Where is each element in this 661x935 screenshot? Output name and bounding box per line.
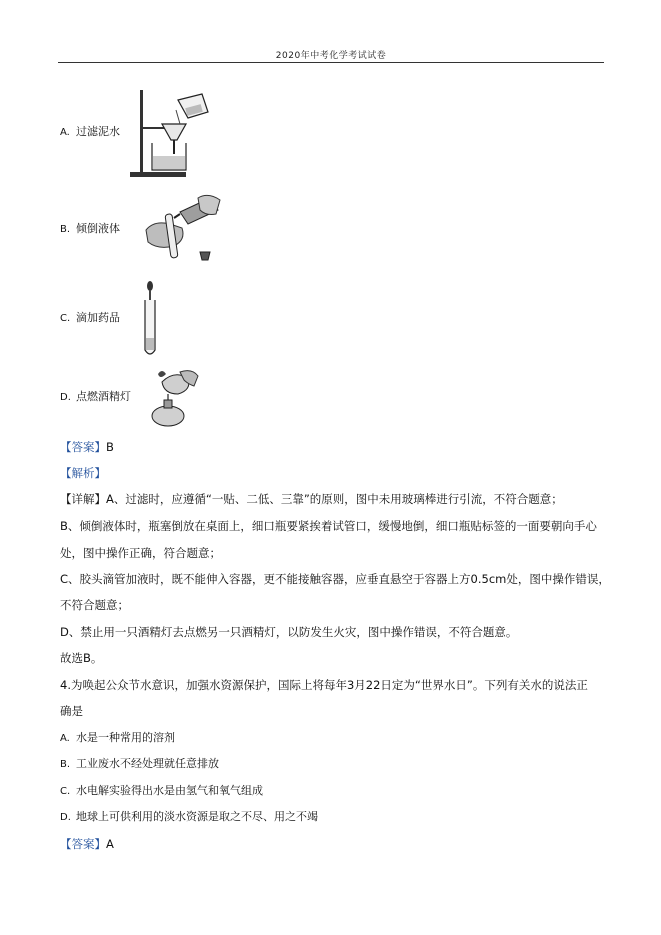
option-d-text: 点燃酒精灯 [76, 390, 131, 403]
detail-line-2: B、倾倒液体时，瓶塞倒放在桌面上，细口瓶要紧挨着试管口，缓慢地倒，细口瓶贴标签的一面要朝向手心 [60, 519, 597, 533]
option-c [60, 311, 120, 326]
detail-text-1: A、过滤时，应遵循“一贴、二低、三靠”的原则，图中未用玻璃棒进行引流，不符合题意； [106, 492, 563, 506]
option-d-letter: D. [60, 392, 71, 403]
pouring-liquid-figure [140, 190, 230, 266]
q4-option-c-text: 水电解实验得出水是由氢气和氧气组成 [76, 784, 263, 797]
q4-option-b [60, 757, 219, 772]
option-b-text: 倾倒液体 [76, 222, 120, 235]
detail-line-1 [60, 491, 563, 507]
option-d [60, 390, 131, 405]
detail-label: 【详解】 [60, 492, 106, 506]
answer-q3 [60, 439, 114, 455]
option-a [60, 125, 120, 140]
answer-q4 [60, 836, 114, 852]
dropper-test-tube-figure [138, 280, 168, 360]
q4-option-c-letter: C. [60, 786, 71, 797]
detail-line-5: 不符合题意； [60, 598, 129, 612]
answer-label: 【答案】 [60, 440, 106, 454]
header-divider [58, 62, 604, 63]
filtration-apparatus-figure [128, 88, 228, 180]
q4-option-d-text: 地球上可供利用的淡水资源是取之不尽、用之不竭 [76, 810, 318, 823]
analysis-label: 【解析】 [60, 466, 106, 480]
q4-option-d [60, 810, 318, 825]
option-c-text: 滴加药品 [76, 311, 120, 324]
option-a-letter: A. [60, 127, 70, 138]
answer-q4-label: 【答案】 [60, 837, 106, 851]
answer-q4-value: A [106, 837, 114, 851]
option-b-letter: B. [60, 224, 71, 235]
alcohol-lamp-figure [144, 366, 204, 430]
q4-stem-line-1: 4.为唤起公众节水意识，加强水资源保护，国际上将每年3月22日定为“世界水日”。下列有关水的说法正 [60, 678, 588, 692]
q4-option-b-letter: B. [60, 759, 71, 770]
detail-conclusion: 故选B。 [60, 651, 103, 665]
q4-option-c [60, 784, 263, 799]
q4-stem-line-2: 确是 [60, 704, 83, 718]
answer-value: B [106, 440, 114, 454]
option-c-letter: C. [60, 313, 71, 324]
detail-line-4: C、胶头滴管加液时，既不能伸入容器，更不能接触容器，应垂直悬空于容器上方0.5cm处，图中操作错误， [60, 572, 610, 586]
q4-option-d-letter: D. [60, 812, 71, 823]
page-header: 2020年中考化学考试试卷 [275, 51, 387, 61]
q4-option-a-text: 水是一种常用的溶剂 [76, 731, 175, 744]
detail-line-3: 处，图中操作正确，符合题意； [60, 546, 221, 560]
option-a-text: 过滤泥水 [76, 125, 120, 138]
q4-option-b-text: 工业废水不经处理就任意排放 [76, 757, 219, 770]
detail-line-6: D、禁止用一只酒精灯去点燃另一只酒精灯，以防发生火灾，图中操作错误，不符合题意。 [60, 625, 518, 639]
q4-option-a [60, 731, 175, 746]
option-b [60, 222, 120, 237]
q4-option-a-letter: A. [60, 733, 70, 744]
